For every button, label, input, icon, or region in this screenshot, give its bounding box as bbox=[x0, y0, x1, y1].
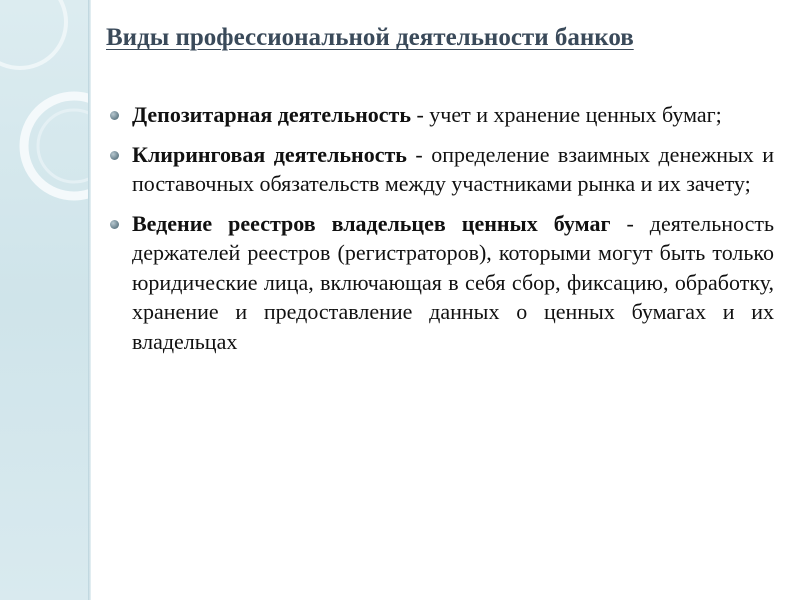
bullet-dot-icon bbox=[110, 151, 119, 160]
slide-title: Виды профессиональной деятельности банков bbox=[106, 24, 634, 51]
bullet-term: Клиринговая деятельность bbox=[132, 141, 407, 167]
bullet-item-clearing bbox=[108, 140, 774, 199]
bullet-term: Депозитарная деятельность bbox=[132, 102, 411, 127]
bullet-text: - деятельность держателей реестров (регистраторов), которыми могут быть только юридические лица, включающая в себя сбор, фиксацию, обработку, хранение и предоставление данных о ценных бумагах и их владельцах bbox=[132, 210, 775, 354]
bullet-text: - учет и хранение ценных бумаг; bbox=[410, 102, 722, 127]
side-panel-edge bbox=[88, 0, 91, 600]
bullet-list bbox=[108, 100, 774, 366]
bullet-term: Ведение реестров владельцев ценных бумаг bbox=[132, 210, 611, 236]
ring-top bbox=[0, 0, 66, 68]
decorative-side-panel bbox=[0, 0, 88, 600]
bullet-item-depository bbox=[108, 100, 774, 130]
ring-middle-inner bbox=[38, 110, 88, 182]
bullet-text: - определение взаимных денежных и поставочных обязательств между участниками рынка и их зачету; bbox=[132, 141, 774, 196]
bullet-item-registry bbox=[108, 209, 774, 357]
bullet-dot-icon bbox=[110, 111, 119, 120]
bullet-dot-icon bbox=[110, 220, 119, 229]
decorative-rings-graphic bbox=[0, 0, 88, 600]
